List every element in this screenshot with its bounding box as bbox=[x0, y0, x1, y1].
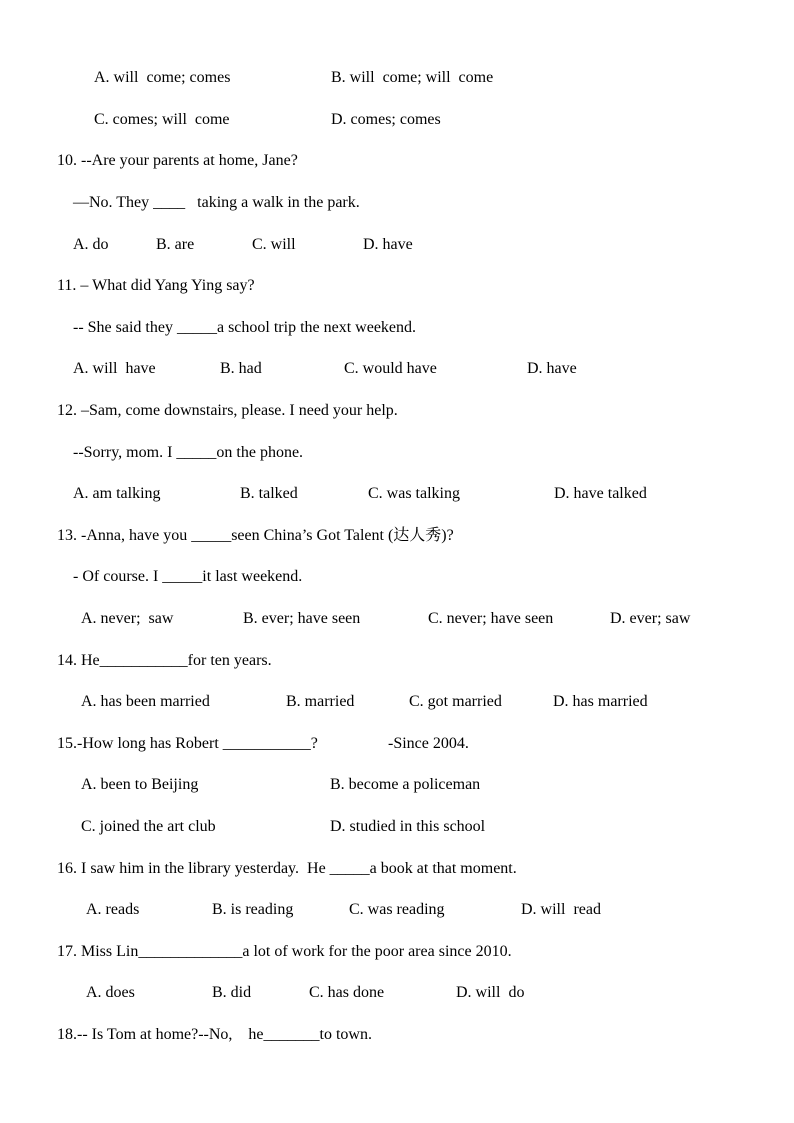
question-14-option-b: B. married bbox=[286, 693, 355, 710]
question-12-option-a: A. am talking bbox=[73, 485, 161, 502]
question-16-option-d: D. will read bbox=[521, 901, 601, 918]
question-17-option-c: C. has done bbox=[309, 984, 385, 1001]
question-15-response: -Since 2004. bbox=[388, 735, 469, 752]
question-9-option-b: B. will come; will come bbox=[331, 69, 494, 86]
question-18-prompt: 18.-- Is Tom at home?--No, he_______to town. bbox=[57, 1026, 372, 1043]
question-13-option-c: C. never; have seen bbox=[428, 610, 554, 627]
question-9-option-d: D. comes; comes bbox=[331, 111, 441, 128]
question-11-prompt: 11. – What did Yang Ying say? bbox=[57, 277, 255, 294]
question-10-option-a: A. do bbox=[73, 236, 109, 253]
question-15-option-d: D. studied in this school bbox=[330, 818, 486, 835]
question-17-prompt: 17. Miss Lin_____________a lot of work for the poor area since 2010. bbox=[57, 943, 512, 960]
question-11-option-a: A. will have bbox=[73, 360, 156, 377]
question-10-response: —No. They ____ taking a walk in the park. bbox=[73, 194, 360, 211]
question-13-response: - Of course. I _____it last weekend. bbox=[73, 568, 303, 585]
question-10-option-c: C. will bbox=[252, 236, 296, 253]
question-12-option-b: B. talked bbox=[240, 485, 298, 502]
question-17-option-a: A. does bbox=[86, 984, 135, 1001]
question-14-prompt: 14. He___________for ten years. bbox=[57, 652, 272, 669]
question-13-option-d: D. ever; saw bbox=[610, 610, 691, 627]
question-17-option-d: D. will do bbox=[456, 984, 525, 1001]
question-14-option-c: C. got married bbox=[409, 693, 502, 710]
question-14-option-a: A. has been married bbox=[81, 693, 210, 710]
question-12-option-c: C. was talking bbox=[368, 485, 460, 502]
question-11-response: -- She said they _____a school trip the next weekend. bbox=[73, 319, 417, 336]
question-9-option-a: A. will come; comes bbox=[94, 69, 231, 86]
question-9-option-c: C. comes; will come bbox=[94, 111, 230, 128]
question-11-option-d: D. have bbox=[527, 360, 577, 377]
question-16-option-b: B. is reading bbox=[212, 901, 294, 918]
question-11-option-b: B. had bbox=[220, 360, 262, 377]
question-13-prompt: 13. -Anna, have you _____seen China’s Got Talent (达人秀)? bbox=[57, 527, 454, 544]
question-13-option-b: B. ever; have seen bbox=[243, 610, 361, 627]
question-16-option-a: A. reads bbox=[86, 901, 140, 918]
question-12-response: --Sorry, mom. I _____on the phone. bbox=[73, 444, 304, 461]
question-15-prompt: 15.-How long has Robert ___________? bbox=[57, 735, 318, 752]
question-14-option-d: D. has married bbox=[553, 693, 648, 710]
question-16-prompt: 16. I saw him in the library yesterday. He _____a book at that moment. bbox=[57, 860, 517, 877]
question-13-option-a: A. never; saw bbox=[81, 610, 174, 627]
question-10-option-b: B. are bbox=[156, 236, 195, 253]
question-12-prompt: 12. –Sam, come downstairs, please. I need your help. bbox=[57, 402, 398, 419]
question-10-option-d: D. have bbox=[363, 236, 413, 253]
question-15-option-a: A. been to Beijing bbox=[81, 776, 199, 793]
question-15-option-b: B. become a policeman bbox=[330, 776, 481, 793]
question-17-option-b: B. did bbox=[212, 984, 252, 1001]
question-10-prompt: 10. --Are your parents at home, Jane? bbox=[57, 152, 298, 169]
question-11-option-c: C. would have bbox=[344, 360, 437, 377]
question-12-option-d: D. have talked bbox=[554, 485, 647, 502]
question-15-option-c: C. joined the art club bbox=[81, 818, 216, 835]
question-16-option-c: C. was reading bbox=[349, 901, 445, 918]
